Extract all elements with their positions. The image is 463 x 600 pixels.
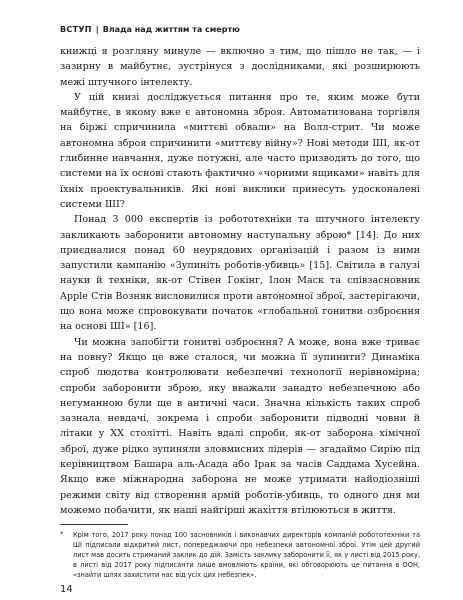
footnote-divider — [60, 524, 128, 525]
footnote — [60, 530, 420, 580]
body-text — [60, 44, 420, 518]
footnote-text: Крім того, 2017 року понад 100 засновників і виконавчих директорів компаній робототехніки та ШІ підписали відкритий лист, попереджаючи про небезпеки автономної зброї. Утім цей другий лист мав досить стриманий заклик до дій. Замість заклику заборонити її, як у листі від 2015 року, в листі від 2017 року підписанти лише вмовляють країни, які обговорюють це питання в ООН, «знайти шлях захистити нас від усіх цих небезпек». — [73, 531, 420, 579]
paragraph: Понад 3 000 експертів із робототехніки та штучного інтелекту закликають заборонити автономну наступальну зброю* [14]. До них приєдналися понад 60 неурядових організацій і разом із ними запустили кампанію «Зупиніть роботів-убивць» [15]. Світила в галузі науки й техніки, як-от Стівен Гокінг, Ілон Маск та співзасновник Apple Стів Возняк висловилися проти автономної зброї, застерігаючи, що вона може спровокувати початок «глобальної гонитви озброєння на основі ШІ» [16]. — [60, 214, 420, 333]
header-separator: | — [95, 25, 99, 34]
footnote-mark: * — [60, 530, 64, 538]
header-section: ВСТУП — [60, 25, 92, 34]
header-title: Влада над життям та смертю — [102, 25, 240, 34]
paragraph: У цій книзі досліджується питання про те, яким може бути майбутнє, в якому вже є автономна зброя. Автоматизована торгівля на біржі спричинила «миттєві обвали» на Волл-стрит. Чи може автономна зброя спричинити «миттєву війну»? Нові методи ШІ, як-от глибинне навчання, дуже потужні, але часто призводять до того, що системи на їх основі стають фактично «чорними ящиками» навіть для їхніх проектувальників. Які нові виклики принесуть удосконалені системи ШІ? — [60, 91, 420, 210]
running-header — [60, 24, 420, 36]
paragraph-continued: книжці я розгляну минуле — включно з тим, що пішло не так, — і зазирну в майбутнє, зустрінуся з дослідниками, які розширюють межі штучного інтелекту. — [60, 46, 420, 88]
page-number: 14 — [60, 584, 73, 595]
paragraph: Чи можна запобігти гонитві озброєння? А може, вона вже триває на повну? Якщо це вже сталося, чи можна її зупинити? Динаміка спроб людства контролювати небезпечні технології нерівномірна; спроби заборонити зброю, яку вважали занадто небезпечною або негуманною були ще в античні часи. Значна кількість таких спроб зазнала невдачі, зокрема і спроби заборонити підводні човни й літаки у XX столітті. Навіть вдалі спроби, як-от заборона хімічної зброї, дуже рідко зупиняли зловмисних лідерів — згадаймо Сирію під керівництвом Башара аль-Асада або Ірак за часів Саддама Хусейна. Якщо вже міжнародна заборона не може утримати найодіозніші режими світу від створення армій роботів-убивць, то одного дня ми можемо побачити, як наші найгірші жахіття втілюються в життя. — [60, 336, 420, 516]
